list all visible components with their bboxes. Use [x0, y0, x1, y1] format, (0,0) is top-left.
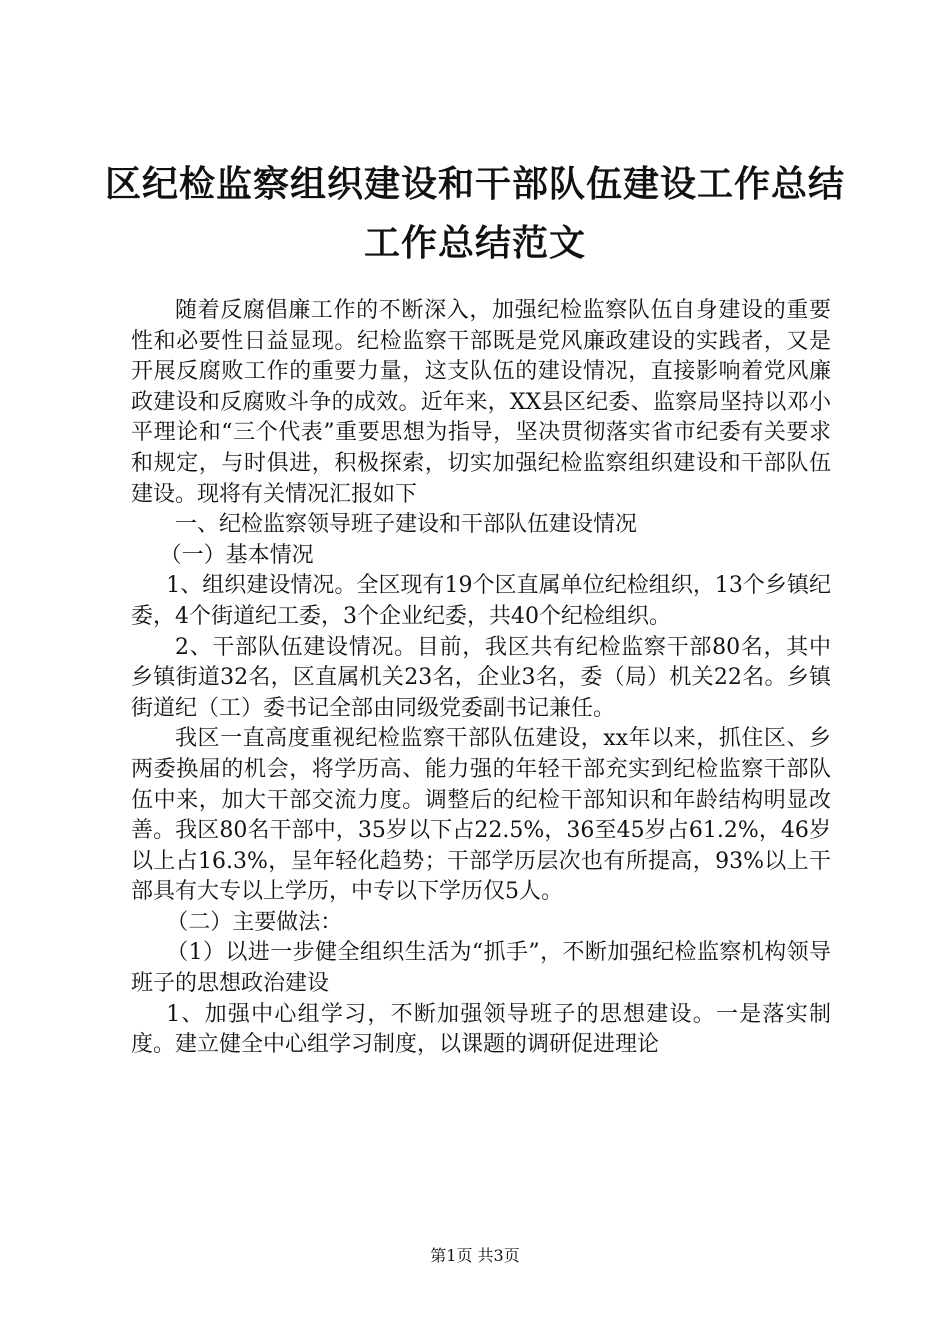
paragraph-study: 1、加强中心组学习，不断加强领导班子的思想建设。一是落实制度。建立健全中心组学习制度，以课题的调研促进理论 — [131, 1001, 831, 1058]
document-title-line-2: 工作总结范文 — [363, 222, 586, 264]
paragraph-cadre-structure: 我区一直高度重视纪检监察干部队伍建设，xx年以来，抓住区、乡两委换届的机会，将学历高、能力强的年轻干部充实到纪检监察干部队伍中来，加大干部交流力度。调整后的纪检干部知识和年龄结构明显改善。我区80名干部中，35岁以下占22.5%，36至45岁占61.2%，46岁以上占16.3%，呈年轻化趋势；干部学历层次也有所提高，93%以上干部具有大专以上学历，中专以下学历仅5人。 — [131, 726, 831, 905]
section-heading-1: 一、纪检监察领导班子建设和干部队伍建设情况 — [175, 512, 638, 538]
paragraph-organization: 1、组织建设情况。全区现有19个区直属单位纪检组织，13个乡镇纪委，4个街道纪工委，3个企业纪委，共40个纪检组织。 — [131, 573, 831, 629]
intro-paragraph: 随着反腐倡廉工作的不断深入，加强纪检监察队伍自身建设的重要性和必要性日益显现。纪检监察干部既是党风廉政建设的实践者，又是开展反腐败工作的重要力量，这支队伍的建设情况，直接影响着党风廉政建设和反腐败斗争的成效。近年来，XX县区纪委、监察局坚持以邓小平理论和“三个代表”重要思想为指导，坚决贯彻落实省市纪委有关要求和规定，与时俱进，积极探索，切实加强纪检监察组织建设和干部队伍建设。现将有关情况汇报如下 — [131, 298, 831, 507]
document-title-line-1: 区纪检监察组织建设和干部队伍建设工作总结 — [104, 163, 845, 205]
subsection-heading-basic: （一）基本情况 — [159, 542, 314, 568]
page-footer: 第1页 共3页 — [430, 1246, 520, 1265]
paragraph-cadre-team: 2、干部队伍建设情况。目前，我区共有纪检监察干部80名，其中乡镇街道32名，区直属机关23名，企业3名，委（局）机关22名。乡镇街道纪（工）委书记全部由同级党委副书记兼任。 — [131, 634, 831, 721]
paragraph-practice-1: （1）以进一步健全组织生活为“抓手”，不断加强纪检监察机构领导班子的思想政治建设 — [131, 940, 831, 997]
subsection-heading-practices: （二）主要做法： — [166, 909, 343, 935]
document-body — [131, 296, 831, 1061]
